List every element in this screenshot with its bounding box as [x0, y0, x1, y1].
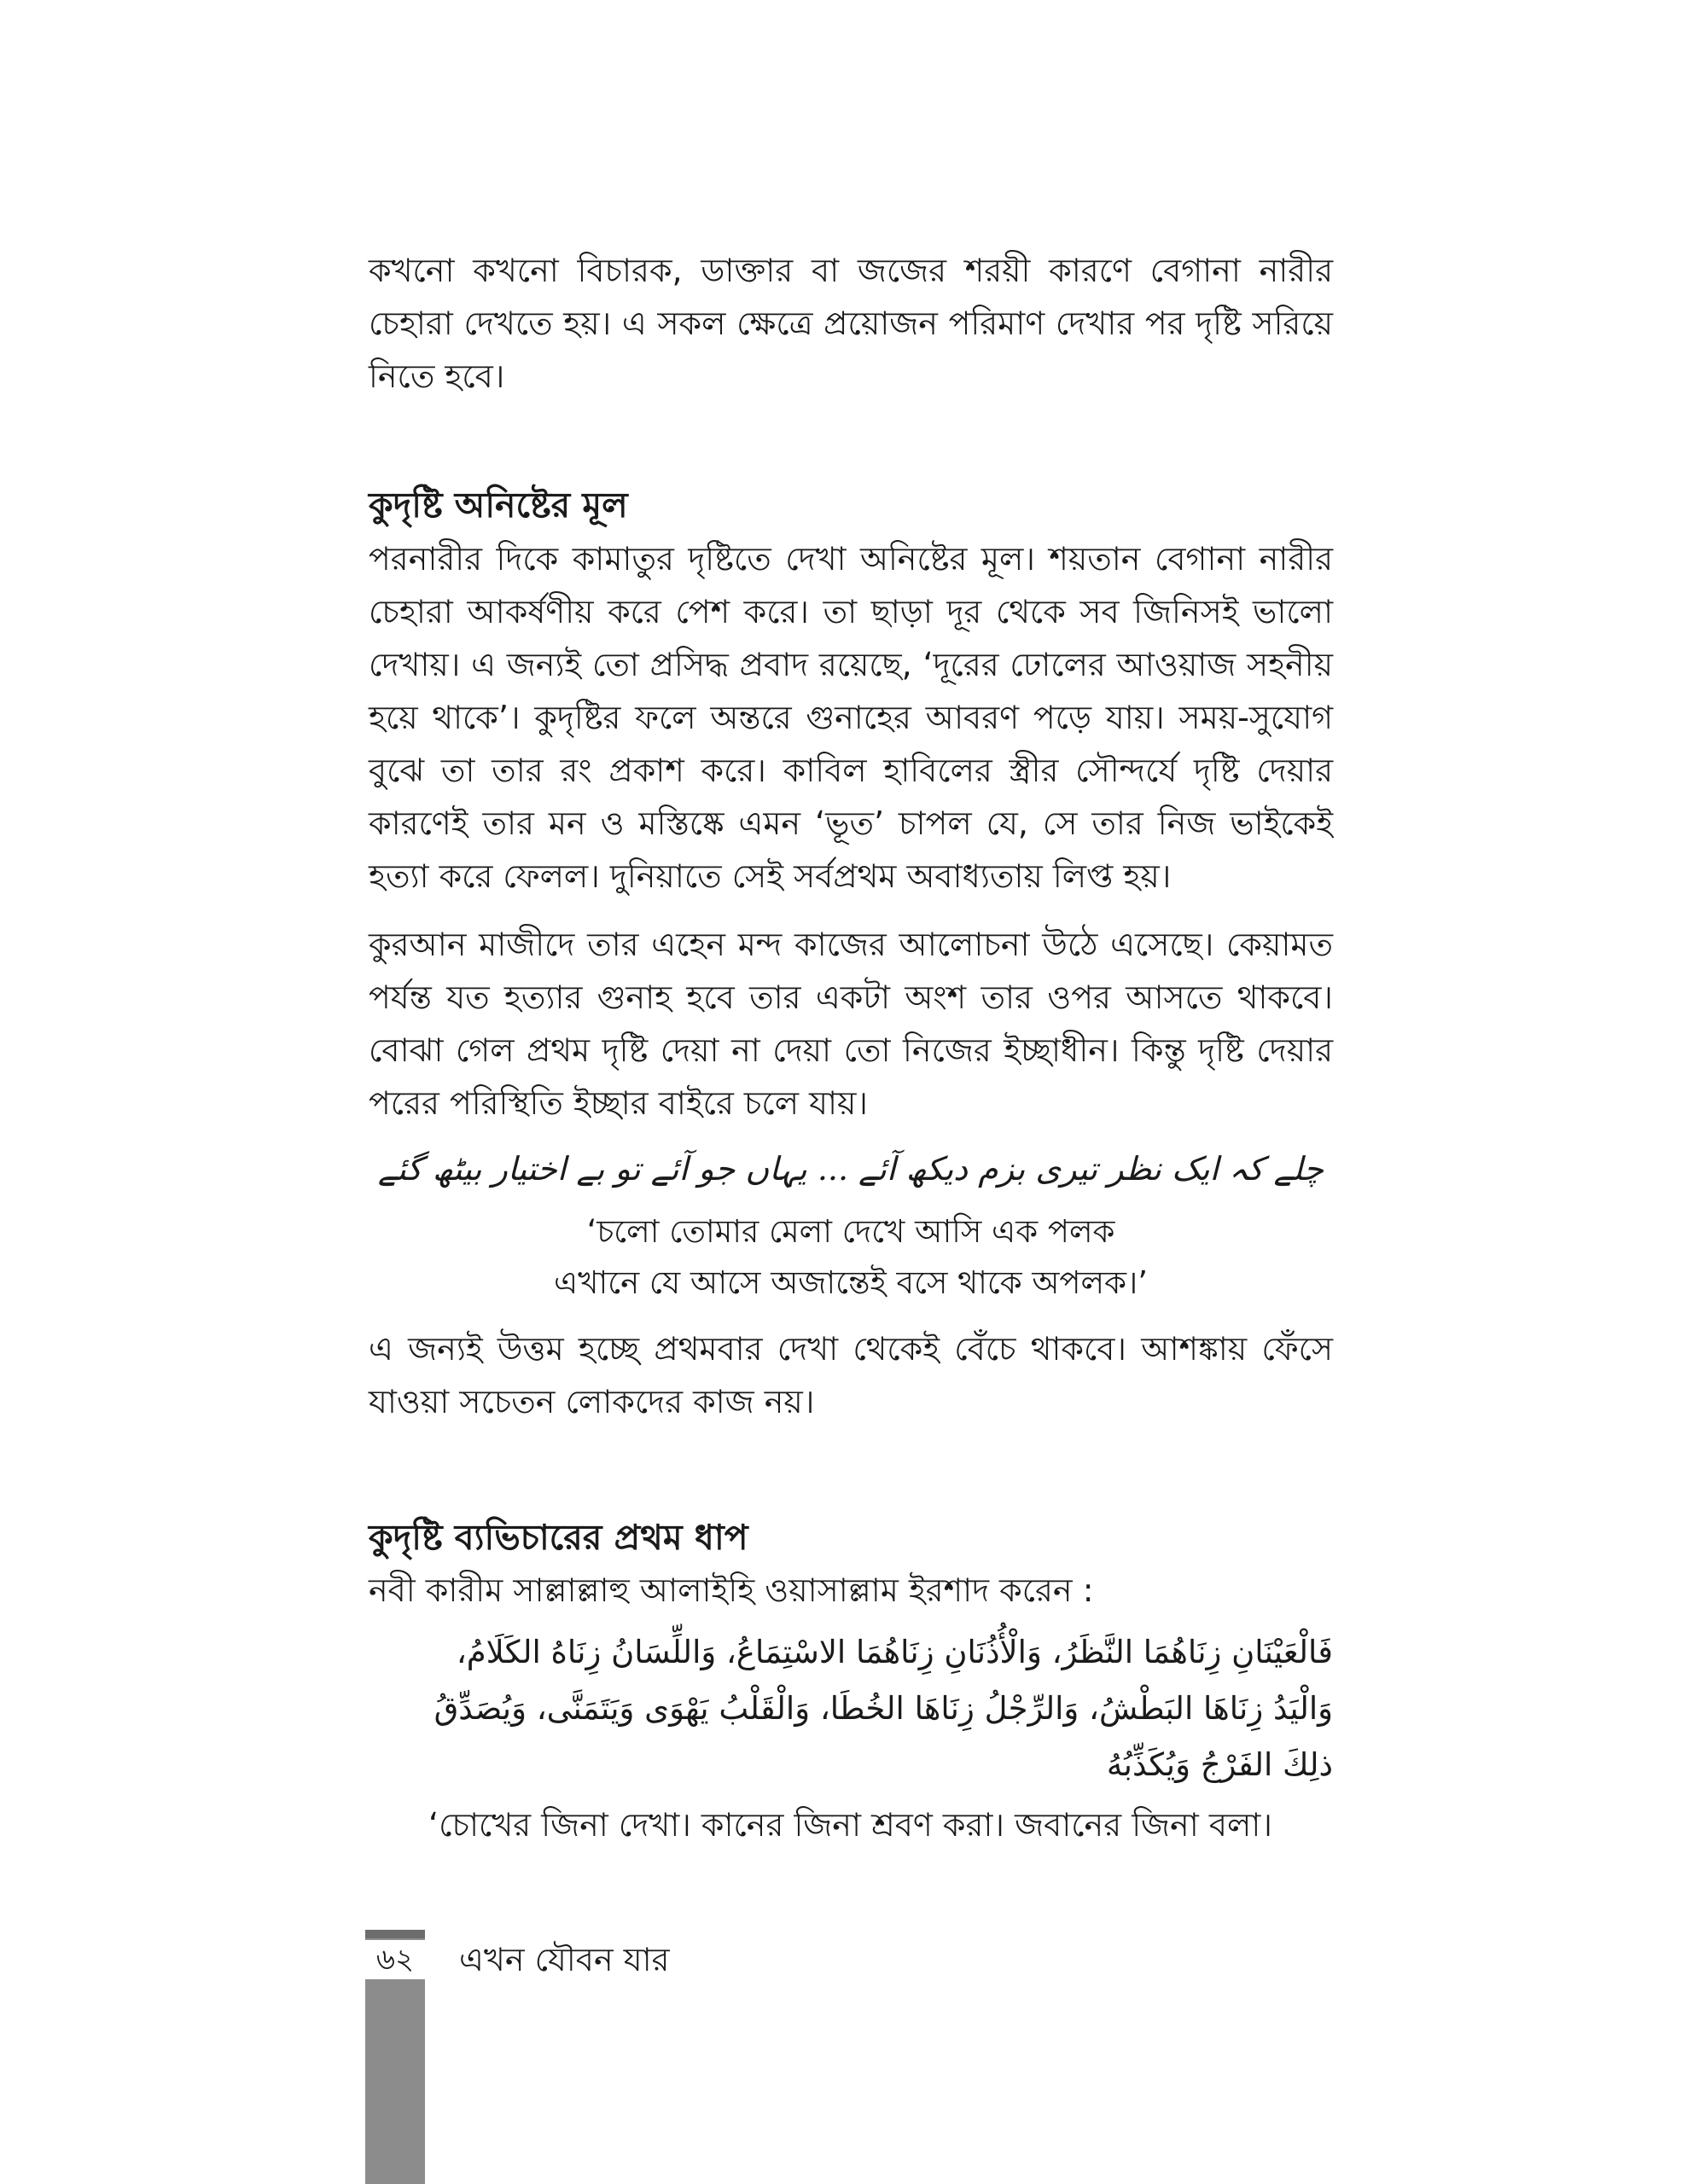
- section-first-step: [369, 1510, 1333, 1851]
- arabic-line: ذلِكَ الفَرْجُ وَيُكَذِّبُهُ: [1106, 1746, 1333, 1783]
- intro-paragraph: কখনো কখনো বিচারক, ডাক্তার বা জজের শরয়ী কারণে বেগানা নারীর চেহারা দেখতে হয়। এ সকল ক্ষেত্রে প্রয়োজন পরিমাণ দেখার পর দৃষ্টি সরিয়ে নিতে হবে।: [369, 252, 1333, 395]
- body-paragraph: পরনারীর দিকে কামাতুর দৃষ্টিতে দেখা অনিষ্টের মূল। শয়তান বেগানা নারীর চেহারা আকর্ষণীয় করে পেশ করে। তা ছাড়া দূর থেকে সব জিনিসই ভালো দেখায়। এ জন্যই তো প্রসিদ্ধ প্রবাদ রয়েছে, ‘দূরের ঢোলের আওয়াজ সহনীয় হয়ে থাকে’। কুদৃষ্টির ফলে অন্তরে গুনাহের আবরণ পড়ে যায়। সময়-সুযোগ বুঝে তা তার রং প্রকাশ করে। কাবিল হাবিলের স্ত্রীর সৌন্দর্যে দৃষ্টি দেয়ার কারণেই তার মন ও মস্তিষ্কে এমন ‘ভূত’ চাপল যে, সে তার নিজ ভাইকেই হত্যা করে ফেলল। দুনিয়াতে সেই সর্বপ্রথম অবাধ্যতায় লিপ্ত হয়।: [369, 540, 1333, 895]
- page-edge-tab: [365, 1930, 425, 2184]
- page-footer: [365, 1930, 963, 2184]
- poem-translation: [369, 1206, 1333, 1309]
- arabic-line: وَالْيَدُ زِنَاهَا البَطْشُ، وَالرِّجْلُ زِنَاهَا الخُطَا، وَالْقَلْبُ يَهْوَى وَيَتَمَنَّى، وَيُصَدِّقُ: [434, 1690, 1333, 1727]
- hadith-intro: নবী কারীম সাল্লাল্লাহু আলাইহি ওয়াসাল্লাম ইরশাদ করেন :: [369, 1571, 1094, 1609]
- poem-line: ‘চলো তোমার মেলা দেখে আসি এক পলক: [586, 1213, 1115, 1250]
- section-heading: কুদৃষ্টি অনিষ্টের মূল: [369, 485, 628, 526]
- arabic-hadith: [428, 1624, 1333, 1793]
- page-body: [369, 244, 1333, 1851]
- poem-line: এখানে যে আসে অজান্তেই বসে থাকে অপলক।’: [554, 1264, 1148, 1301]
- section-evil-gaze-root: [369, 478, 1333, 1428]
- arabic-line: فَالْعَيْنَانِ زِنَاهُمَا النَّظَرُ، وَالْأُذُنَانِ زِنَاهُمَا الاسْتِمَاعُ، وَاللِّسَانُ زِنَاهُ الكَلَامُ،: [456, 1634, 1333, 1670]
- urdu-couplet: چلے کہ ایک نظر تیری بزم دیکھ آئے ... یہاں جو آئے تو بے اختیار بیٹھ گئے: [378, 1150, 1324, 1188]
- page-number: ৬২: [365, 1940, 425, 1979]
- running-book-title: এখন যৌবন যার: [459, 1941, 670, 1978]
- hadith-translation: ‘চোখের জিনা দেখা। কানের জিনা শ্রবণ করা। জবানের জিনা বলা।: [428, 1806, 1272, 1844]
- body-paragraph: কুরআন মাজীদে তার এহেন মন্দ কাজের আলোচনা উঠে এসেছে। কেয়ামত পর্যন্ত যত হত্যার গুনাহ হবে তার একটা অংশ তার ওপর আসতে থাকবে। বোঝা গেল প্রথম দৃষ্টি দেয়া না দেয়া তো নিজের ইচ্ছাধীন। কিন্তু দৃষ্টি দেয়ার পরের পরিস্থিতি ইচ্ছার বাইরে চলে যায়।: [369, 926, 1333, 1122]
- closing-paragraph: এ জন্যই উত্তম হচ্ছে প্রথমবার দেখা থেকেই বেঁচে থাকবে। আশঙ্কায় ফেঁসে যাওয়া সচেতন লোকদের কাজ নয়।: [369, 1330, 1333, 1420]
- section-heading: কুদৃষ্টি ব্যভিচারের প্রথম ধাপ: [369, 1517, 748, 1558]
- tab-top-bar: [365, 1930, 425, 1938]
